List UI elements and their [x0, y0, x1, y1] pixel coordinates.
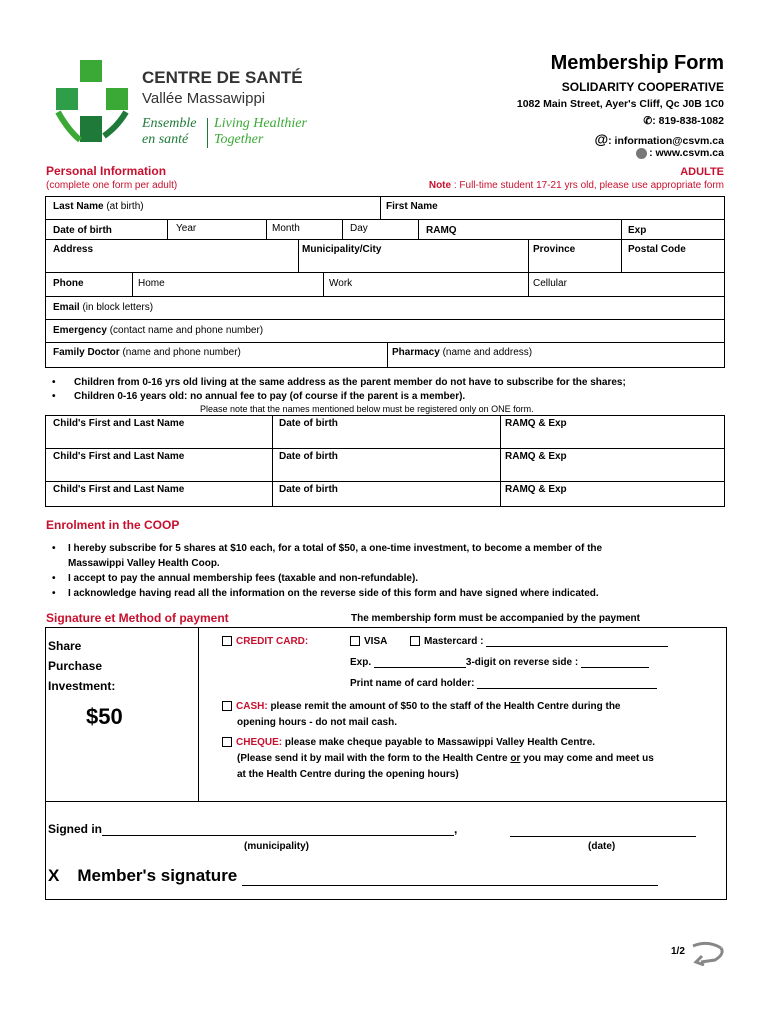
checkbox-icon[interactable] [222, 737, 232, 747]
checkbox-icon[interactable] [222, 701, 232, 711]
visa-label: VISA [364, 636, 388, 647]
note-text: : Full-time student 17-21 yrs old, please use appropriate form [451, 180, 724, 191]
comma: , [454, 822, 458, 836]
child-name-field[interactable]: Child's First and Last Name [53, 484, 185, 495]
visa-option[interactable] [350, 636, 387, 647]
children-note: Please note that the names mentioned below must be registered only on ONE form. [200, 404, 534, 414]
doctor-label: Family Doctor [53, 347, 120, 358]
member-signature-label: Member's signature [77, 866, 238, 885]
personal-info-heading: Personal Information [46, 164, 167, 178]
cash-text: please remit the amount of $50 to the staff of the Health Centre during the [267, 701, 621, 712]
checkbox-icon[interactable] [350, 636, 360, 646]
first-name-field[interactable]: First Name [386, 201, 438, 212]
globe-icon [636, 148, 647, 159]
phone-icon: ✆ [643, 115, 653, 127]
signature-line[interactable] [242, 885, 658, 886]
cvv-label: 3-digit on reverse side : [465, 657, 579, 668]
child-dob-field[interactable]: Date of birth [279, 418, 338, 429]
municipality-caption: (municipality) [244, 841, 310, 852]
payment-note: The membership form must be accompanied by the payment [351, 613, 640, 624]
work-phone-field[interactable]: Work [329, 278, 353, 289]
child-ramq-field[interactable]: RAMQ & Exp [505, 484, 567, 495]
cash-label: CASH: [236, 701, 268, 712]
form-title: Membership Form [550, 52, 724, 74]
address-line: 1082 Main Street, Ayer's Cliff, Qc J0B 1C0 [516, 98, 724, 110]
last-name-field[interactable] [53, 201, 144, 212]
note-label: Note [428, 180, 452, 191]
cheque-text-2a: (Please send it by mail with the form to the Health Centre [237, 753, 511, 764]
card-exp-row [350, 657, 649, 668]
share-purchase-label [48, 636, 115, 696]
at-icon: @ [594, 131, 609, 147]
ramq-field[interactable]: RAMQ [426, 225, 457, 236]
cheque-text: please make cheque payable to Massawippi Valley Health Centre. [282, 737, 596, 748]
payment-heading: Signature et Method of payment [46, 611, 229, 625]
phone-line [643, 115, 724, 127]
dob-label: Date of birth [53, 225, 112, 236]
date-line[interactable] [510, 822, 696, 837]
share-line2: Purchase [48, 659, 103, 673]
emergency-hint: (contact name and phone number) [106, 325, 264, 336]
exp-field[interactable]: Exp [628, 225, 647, 236]
child-dob-field[interactable]: Date of birth [279, 451, 338, 462]
child-ramq-field[interactable]: RAMQ & Exp [505, 418, 567, 429]
website-line [636, 147, 724, 159]
cheque-label: CHEQUE: [236, 737, 283, 748]
doctor-hint: (name and phone number) [119, 347, 241, 358]
credit-card-label: CREDIT CARD: [236, 636, 309, 647]
health-cross-logo-icon [52, 58, 132, 150]
x-mark: X [48, 866, 60, 885]
share-line1: Share [48, 639, 82, 653]
email-hint: (in block letters) [79, 302, 154, 313]
cardholder-row [350, 678, 657, 689]
cheque-option[interactable] [222, 735, 654, 783]
personal-info-sub: (complete one form per adult) [46, 180, 178, 191]
motto-fr-line1: Ensemble [142, 116, 197, 131]
org-subname: Vallée Massawippi [142, 90, 266, 107]
exp-line[interactable] [374, 667, 466, 668]
cheque-text-2 [222, 751, 654, 767]
children-bullet: • Children 0-16 years old: no annual fee to pay (of course if the parent is a member). [46, 390, 736, 404]
email-label: Email [53, 302, 80, 313]
phone-label: Phone [53, 278, 84, 289]
pharmacy-label: Pharmacy [392, 347, 440, 358]
enrolment-text: Massawippi Valley Health Coop. [68, 558, 220, 569]
enrolment-bullet: • I accept to pay the annual membership fees (taxable and non-refundable). [46, 571, 736, 586]
date-caption: (date) [588, 841, 616, 852]
enrolment-text: I hereby subscribe for 5 shares at $10 each, for a total of $50, a one-time investment, to become a member of the [68, 543, 603, 554]
page-number: 1/2 [671, 946, 685, 957]
pharmacy-hint: (name and address) [439, 347, 533, 358]
share-line3: Investment: [48, 679, 116, 693]
dob-year-field[interactable]: Year [176, 223, 197, 234]
postal-code-field[interactable]: Postal Code [628, 244, 686, 255]
pharmacy-field[interactable] [392, 347, 532, 358]
motto-en [214, 116, 307, 148]
exp-label: Exp. [350, 657, 372, 668]
mastercard-option[interactable] [410, 636, 668, 647]
mastercard-label: Mastercard : [424, 636, 484, 647]
checkbox-icon[interactable] [410, 636, 420, 646]
email-field[interactable] [53, 302, 153, 313]
province-field[interactable]: Province [533, 244, 576, 255]
enrolment-bullets [46, 541, 736, 601]
municipality-field[interactable]: Municipality/City [302, 244, 382, 255]
signed-in-row [48, 822, 457, 836]
home-phone-field[interactable]: Home [138, 278, 165, 289]
email-address: : information@csvm.ca [608, 135, 724, 147]
cheque-text-3: at the Health Centre during the opening hours) [237, 769, 459, 780]
cheque-or: or [510, 753, 521, 764]
motto-en-line1: Living Healthier [214, 116, 307, 131]
logo [52, 58, 132, 150]
enrolment-bullet: • I acknowledge having read all the information on the reverse side of this form and have signed where indicated. [46, 586, 736, 601]
cash-option[interactable] [222, 699, 621, 731]
motto-divider [207, 118, 208, 148]
children-bullets [46, 376, 736, 404]
form-subtitle: SOLIDARITY COOPERATIVE [561, 80, 724, 94]
child-dob-field[interactable]: Date of birth [279, 484, 338, 495]
checkbox-icon[interactable] [222, 636, 232, 646]
card-number-line[interactable] [486, 646, 668, 647]
motto-fr [142, 116, 196, 148]
emergency-label: Emergency [53, 325, 107, 336]
enrolment-bullet [46, 541, 736, 571]
emergency-field[interactable] [53, 325, 263, 336]
child-ramq-field[interactable]: RAMQ & Exp [505, 451, 567, 462]
cellular-field[interactable]: Cellular [533, 278, 567, 289]
phone-number: : 819-838-1082 [652, 115, 724, 127]
child-name-field[interactable]: Child's First and Last Name [53, 418, 185, 429]
dob-month-field[interactable]: Month [272, 223, 300, 234]
municipality-line[interactable] [102, 835, 454, 836]
cvv-line[interactable] [581, 667, 649, 668]
child-name-field[interactable]: Child's First and Last Name [53, 451, 185, 462]
family-doctor-field[interactable] [53, 347, 241, 358]
cardholder-line[interactable] [477, 688, 657, 689]
enrolment-heading: Enrolment in the COOP [46, 518, 180, 532]
address-field[interactable]: Address [53, 244, 94, 255]
cash-text-2: opening hours - do not mail cash. [237, 717, 398, 728]
signed-in-label: Signed in [48, 822, 102, 836]
turn-page-arrow-icon [690, 940, 726, 971]
student-note [429, 180, 724, 191]
adulte-label: ADULTE [680, 166, 724, 178]
org-name: CENTRE DE SANTÉ [142, 68, 303, 87]
dob-day-field[interactable]: Day [350, 223, 368, 234]
cheque-text-2b: you may come and meet us [520, 753, 654, 764]
motto-fr-line2: en santé [142, 132, 189, 147]
member-signature-row [48, 866, 658, 886]
last-name-label: Last Name [53, 201, 104, 212]
cardholder-label: Print name of card holder: [350, 678, 475, 689]
credit-card-option[interactable] [222, 636, 308, 647]
children-bullet: • Children from 0-16 yrs old living at the same address as the parent member do not have to subscribe for the shares; [46, 376, 736, 390]
website-url: : www.csvm.ca [649, 147, 724, 159]
motto-en-line2: Together [214, 132, 264, 147]
last-name-hint: (at birth) [103, 201, 144, 212]
email-line [594, 131, 724, 147]
amount-label: $50 [86, 704, 123, 729]
